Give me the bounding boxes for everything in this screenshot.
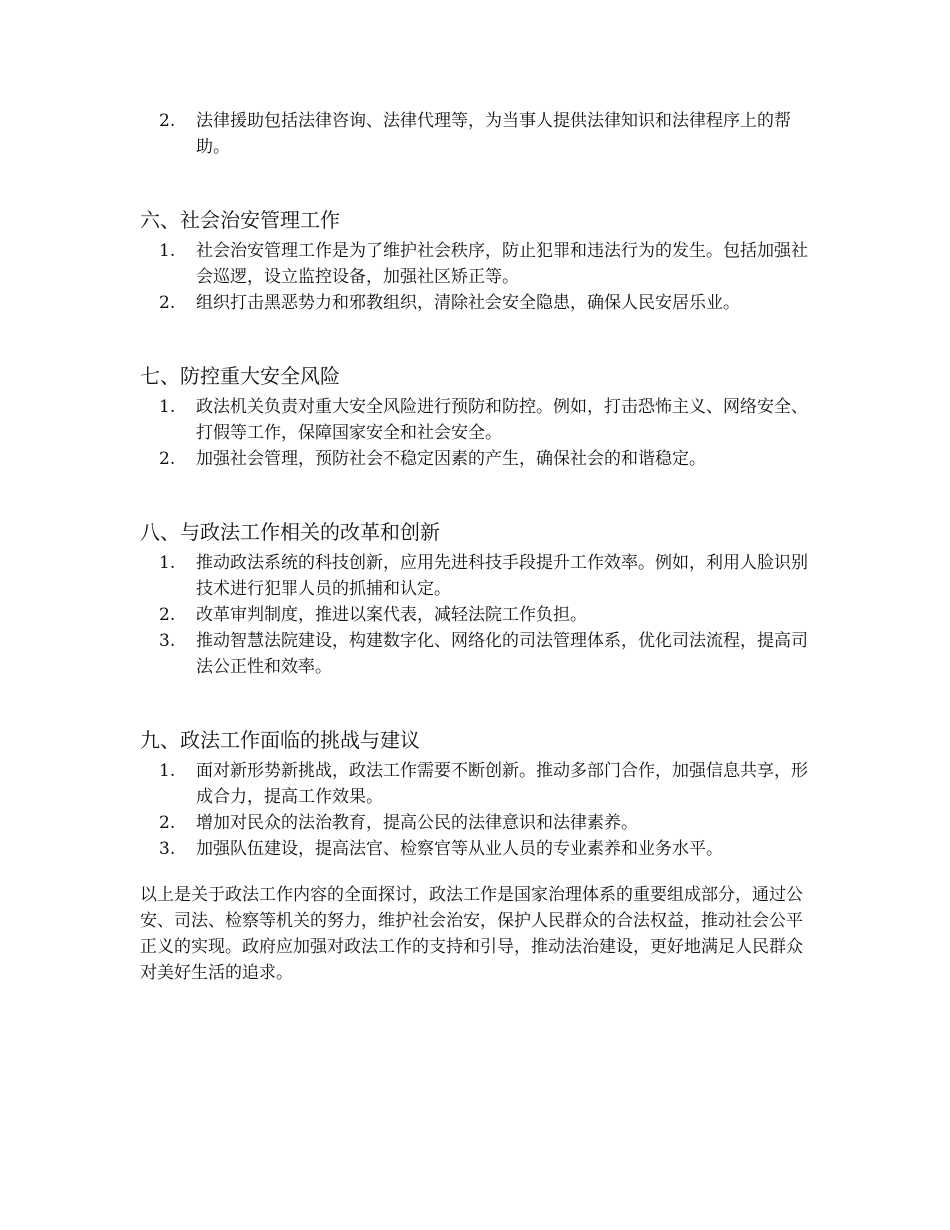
list-item [140, 290, 812, 316]
list-item-number: 2. [159, 293, 176, 313]
list-item-number: 3. [159, 839, 176, 859]
list-item-text: 面对新形势新挑战，政法工作需要不断创新。推动多部门合作，加强信息共享，形成合力，提高工作效果。 [196, 761, 808, 807]
intro-list [140, 108, 812, 160]
section-title: 七、防控重大安全风险 [140, 364, 340, 388]
list-item [140, 550, 812, 602]
list-item-text: 改革审判制度，推进以案代表，减轻法院工作负担。 [196, 605, 587, 625]
section-list [140, 758, 812, 862]
list-item [140, 394, 812, 446]
list-item-number: 1. [159, 241, 176, 261]
section-challenges [140, 726, 812, 862]
list-item-text: 增加对民众的法治教育，提高公民的法律意识和法律素养。 [196, 813, 638, 833]
list-item-number: 1. [159, 553, 176, 573]
list-item [140, 108, 812, 160]
section-public-security [140, 206, 812, 316]
document-page [140, 108, 812, 1003]
list-item-text: 法律援助包括法律咨询、法律代理等，为当事人提供法律知识和法律程序上的帮助。 [196, 111, 791, 157]
list-item [140, 238, 812, 290]
list-item-number: 2. [159, 605, 176, 625]
list-item-number: 3. [159, 631, 176, 651]
list-item [140, 446, 812, 472]
list-item [140, 836, 812, 862]
conclusion-paragraph: 以上是关于政法工作内容的全面探讨，政法工作是国家治理体系的重要组成部分，通过公安、司法、检察等机关的努力，维护社会治安，保护人民群众的合法权益，推动社会公平正义的实现。政府应加强对政法工作的支持和引导，推动法治建设，更好地满足人民群众对美好生活的追求。 [140, 885, 803, 983]
list-item-number: 1. [159, 397, 176, 417]
list-item-text: 政法机关负责对重大安全风险进行预防和防控。例如，打击恐怖主义、网络安全、打假等工作，保障国家安全和社会安全。 [196, 397, 808, 443]
list-item-text: 推动政法系统的科技创新，应用先进科技手段提升工作效率。例如，利用人脸识别技术进行犯罪人员的抓捕和认定。 [196, 553, 808, 599]
list-item-number: 2. [159, 111, 176, 131]
list-item [140, 602, 812, 628]
list-item [140, 810, 812, 836]
list-item-text: 社会治安管理工作是为了维护社会秩序，防止犯罪和违法行为的发生。包括加强社会巡逻，设立监控设备，加强社区矫正等。 [196, 241, 808, 287]
list-item-number: 2. [159, 449, 176, 469]
list-item-text: 组织打击黑恶势力和邪教组织，清除社会安全隐患，确保人民安居乐业。 [196, 293, 740, 313]
section-title: 九、政法工作面临的挑战与建议 [140, 728, 420, 752]
list-item-text: 加强队伍建设，提高法官、检察官等从业人员的专业素养和业务水平。 [196, 839, 723, 859]
list-item [140, 758, 812, 810]
list-item-number: 1. [159, 761, 176, 781]
section-reform-innovation [140, 518, 812, 680]
list-item [140, 628, 812, 680]
section-list [140, 394, 812, 472]
list-item-text: 加强社会管理，预防社会不稳定因素的产生，确保社会的和谐稳定。 [196, 449, 706, 469]
section-list [140, 238, 812, 316]
list-item-text: 推动智慧法院建设，构建数字化、网络化的司法管理体系，优化司法流程，提高司法公正性和效率。 [196, 631, 808, 677]
list-item-number: 2. [159, 813, 176, 833]
section-list [140, 550, 812, 680]
section-risk-control [140, 362, 812, 472]
section-title: 六、社会治安管理工作 [140, 208, 340, 232]
section-title: 八、与政法工作相关的改革和创新 [140, 520, 440, 544]
